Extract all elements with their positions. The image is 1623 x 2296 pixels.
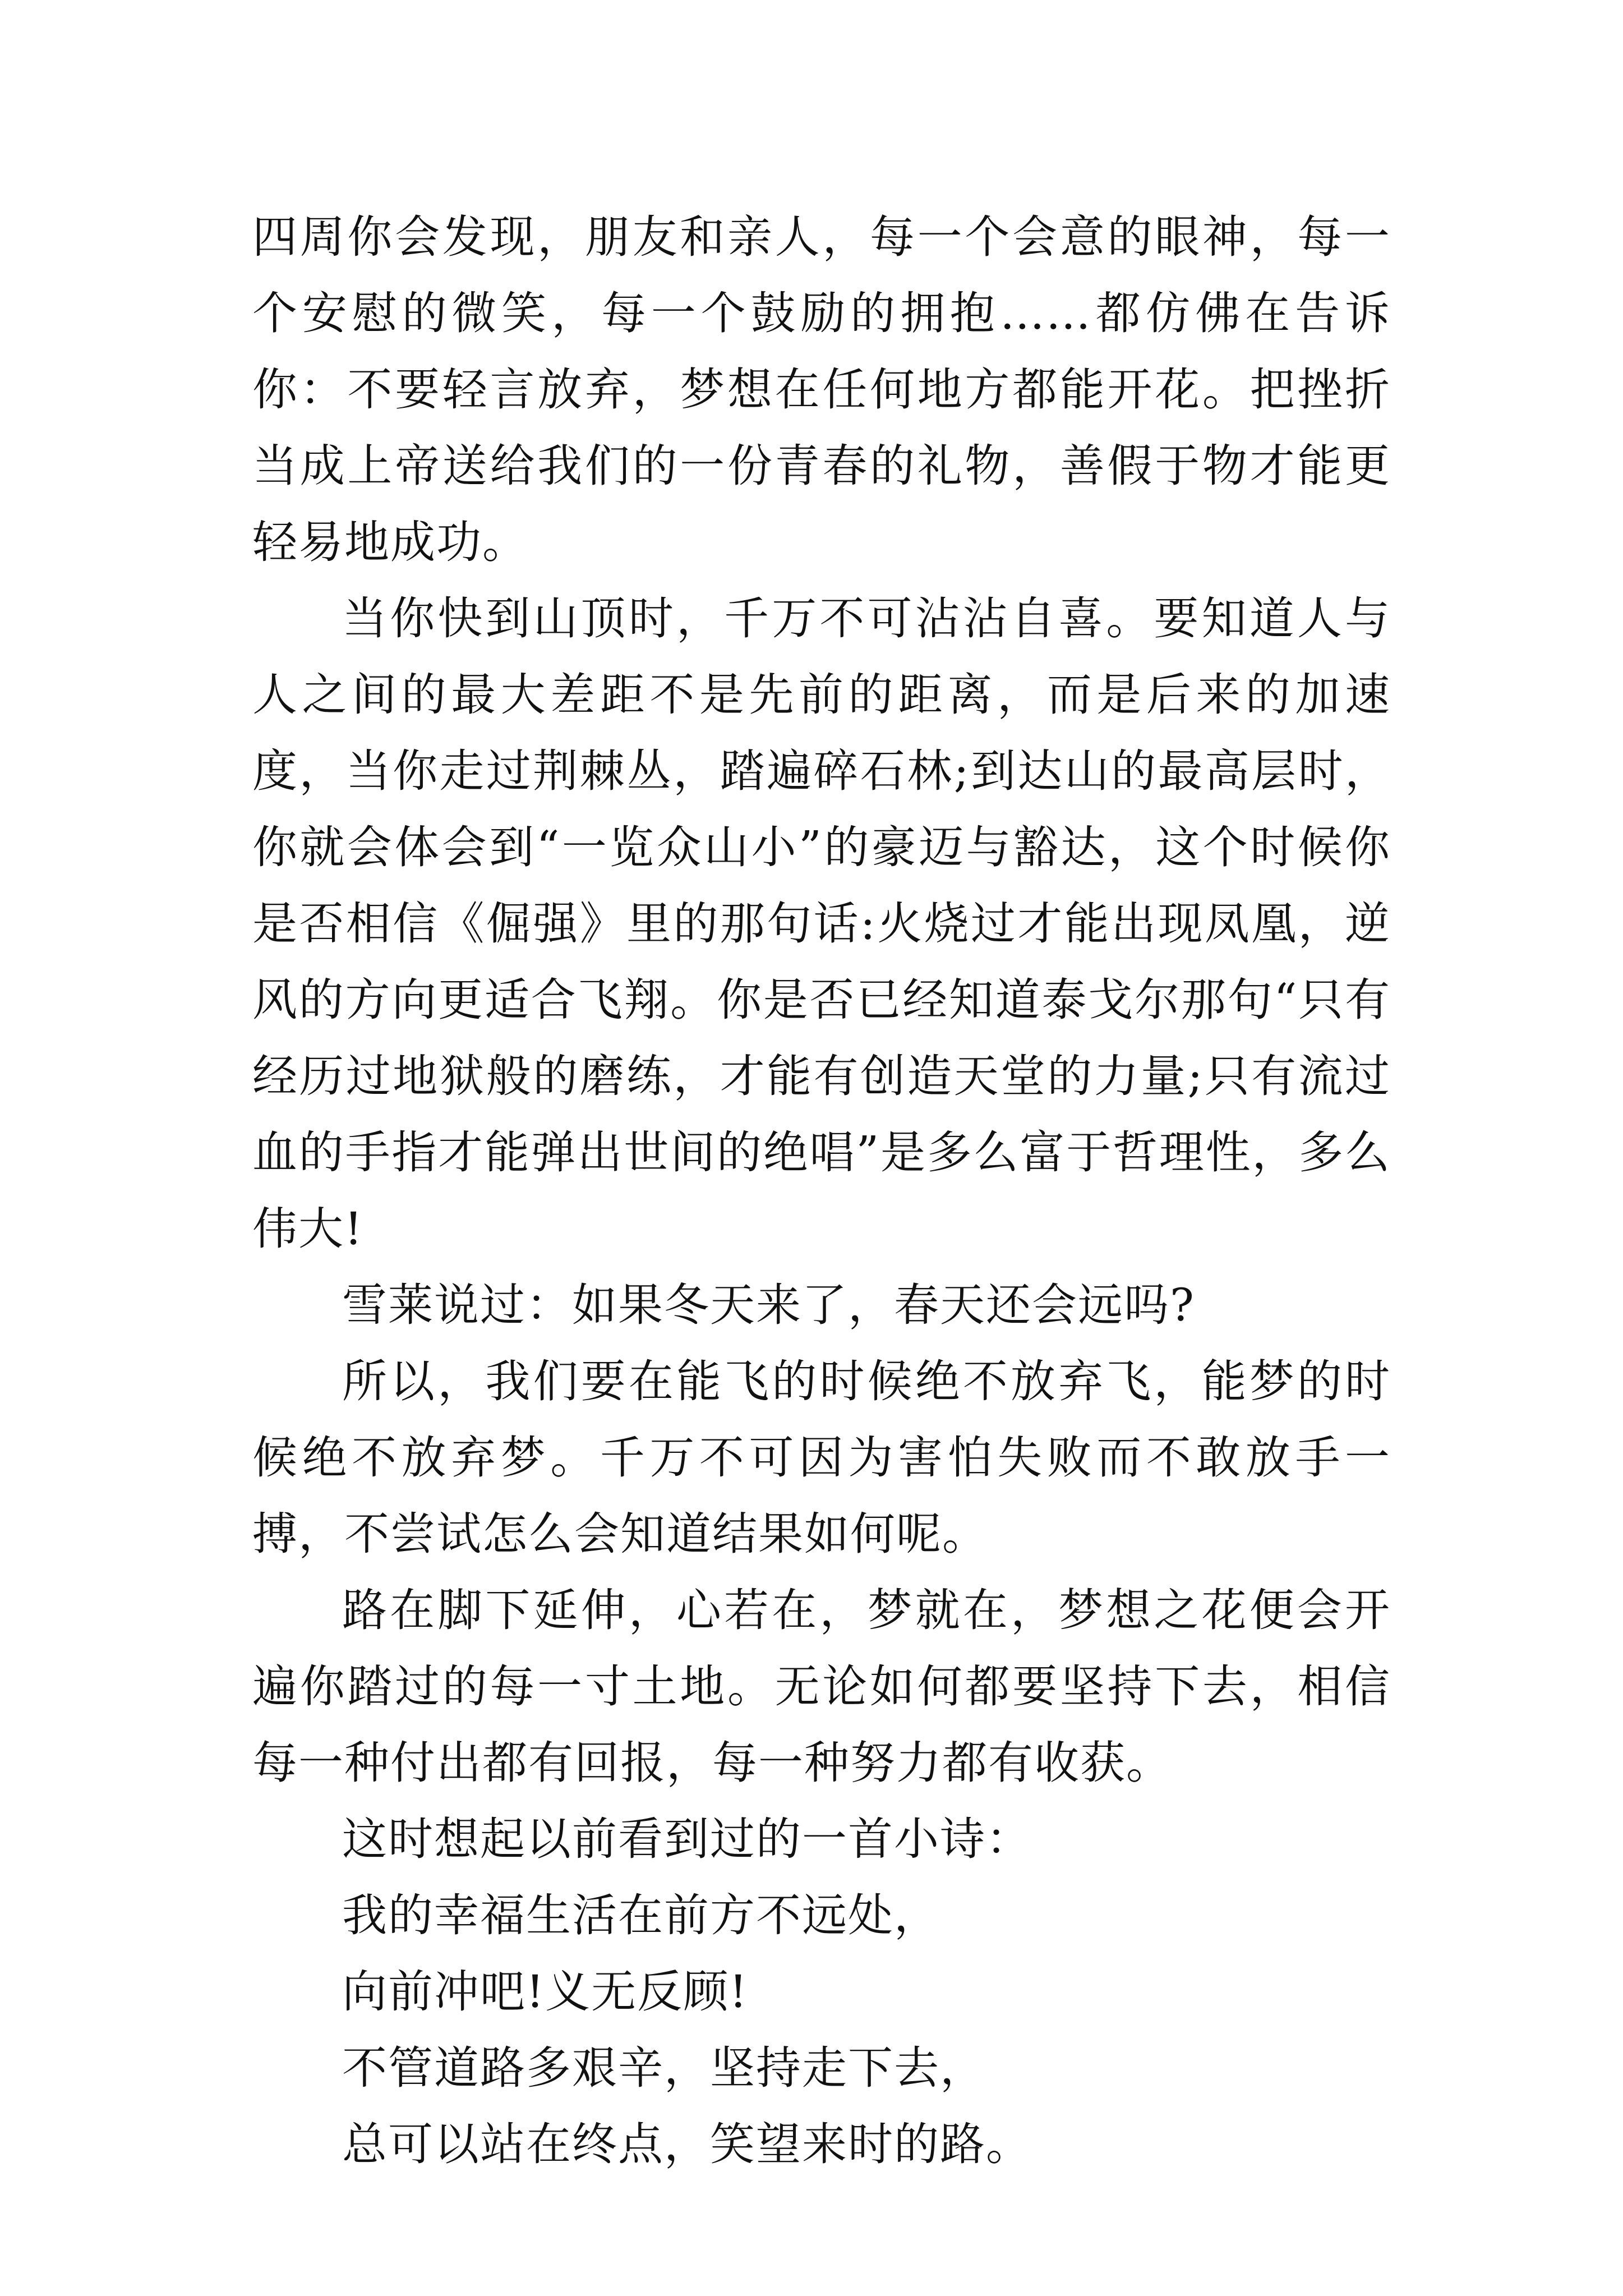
poem-line-1: 我的幸福生活在前方不远处， — [342, 1889, 940, 1941]
poem-line-2: 向前冲吧!义无反顾! — [342, 1966, 749, 2018]
paragraph-2: 当你快到山顶时，千万不可沾沾自喜。要知道人与人之间的最大差距不是先前的距离，而是后来的加速度，当你走过荆棘丛，踏遍碎石林;到达山的最高层时，你就会体会到“一览众山小”的豪迈与豁达，这个时候你是否相信《倔强》里的那句话:火烧过才能出现凤凰，逆风的方向更适合飞翔。你是否已经知道泰戈尔那句“只有经历过地狱般的磨练，才能有创造天堂的力量;只有流过血的手指才能弹出世间的绝唱”是多么富于哲理性，多么伟大! — [252, 592, 1391, 1255]
paragraph-1: 四周你会发现，朋友和亲人，每一个会意的眼神，每一个安慰的微笑，每一个鼓励的拥抱……都仿佛在告诉你：不要轻言放弃，梦想在任何地方都能开花。把挫折当成上帝送给我们的一份青春的礼物，善假于物才能更轻易地成功。 — [252, 211, 1391, 568]
poem-line-3: 不管道路多艰辛，坚持走下去， — [342, 2042, 986, 2094]
poem-line-4: 总可以站在终点，笑望来时的路。 — [342, 2118, 1032, 2170]
paragraph-4: 所以，我们要在能飞的时候绝不放弃飞，能梦的时候绝不放弃梦。千万不可因为害怕失败而不敢放手一搏，不尝试怎么会知道结果如何呢。 — [252, 1355, 1391, 1560]
paragraph-6: 这时想起以前看到过的一首小诗： — [342, 1813, 1032, 1865]
paragraph-3: 雪莱说过：如果冬天来了，春天还会远吗? — [342, 1279, 1195, 1331]
paragraph-5: 路在脚下延伸，心若在，梦就在，梦想之花便会开遍你踏过的每一寸土地。无论如何都要坚持下去，相信每一种付出都有回报，每一种努力都有收获。 — [252, 1584, 1391, 1789]
body-text — [252, 199, 1391, 2183]
